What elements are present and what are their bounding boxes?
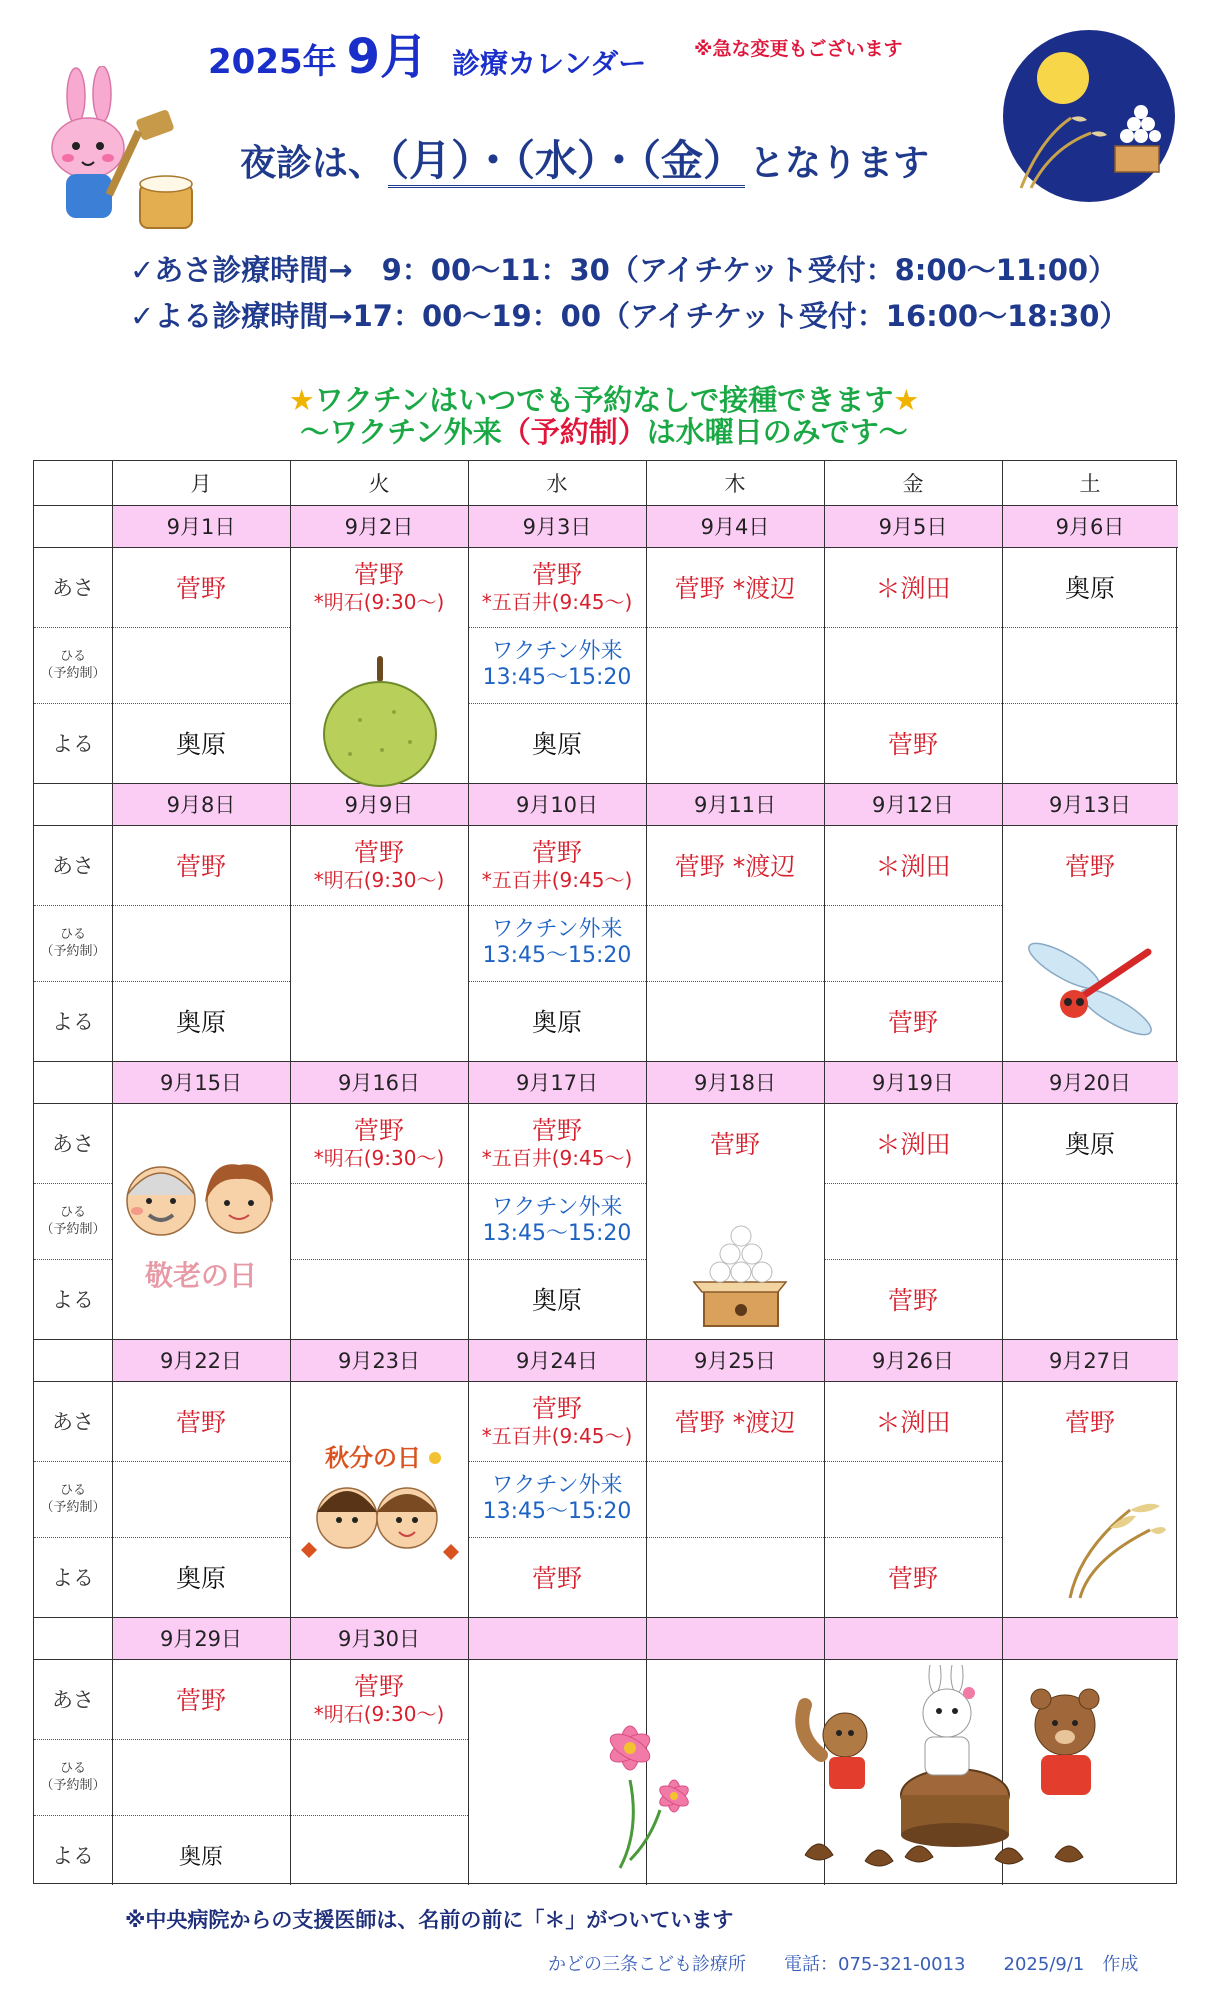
change-notice: ※急な変更もございます — [694, 38, 903, 60]
clinic-footer — [548, 1950, 1138, 1976]
evening-hours: ✓よる診療時間→17：00〜19：00（アイチケット受付：16:00〜18:30） — [130, 299, 1129, 333]
doctor-name: ＊渕田 — [875, 1408, 951, 1437]
date-cell: 9月26日 — [871, 1349, 955, 1373]
slot-label-noon: ひる （予約制） — [40, 1483, 106, 1515]
date-cell: 9月15日 — [159, 1071, 243, 1095]
doctor-name: 奥原 — [1064, 1130, 1115, 1159]
morning-cell — [290, 825, 468, 905]
slot-label-morning: あさ — [52, 1688, 94, 1712]
shubun-text: 秋分の日 — [325, 1444, 421, 1472]
doctor-name: 菅野 — [1064, 1408, 1115, 1437]
vaccine-line2-c: は水曜日のみです〜 — [646, 415, 908, 449]
evening-cell — [824, 1259, 1002, 1339]
doctor-name: 菅野 *渡辺 — [674, 852, 796, 881]
support-doctor: *五百井(9:45〜) — [481, 868, 633, 892]
evening-cell — [112, 1537, 290, 1617]
doctor-name: 菅野 — [175, 1686, 226, 1715]
morning-cell — [290, 1659, 468, 1739]
date-cell: 9月2日 — [344, 515, 414, 539]
morning-cell — [1002, 825, 1178, 905]
night-suffix: となります — [749, 143, 930, 184]
date-cell: 9月6日 — [1055, 515, 1125, 539]
doctor-name: 菅野 — [175, 852, 226, 881]
evening-cell — [112, 1815, 290, 1895]
keirou-text: 敬老の日 — [144, 1259, 258, 1292]
morning-cell — [468, 1103, 646, 1183]
morning-hours: ✓あさ診療時間→ 9：00〜11：30（アイチケット受付：8:00〜11:00） — [130, 253, 1118, 287]
support-doctor: *明石(9:30〜) — [313, 590, 445, 614]
date-cell: 9月22日 — [159, 1349, 243, 1373]
doctor-name: 菅野 — [531, 1564, 582, 1593]
support-doctor: *明石(9:30〜) — [313, 868, 445, 892]
support-doctor: *五百井(9:45〜) — [481, 590, 633, 614]
doctor-name: 菅野 — [709, 1130, 760, 1159]
date-cell: 9月10日 — [515, 793, 599, 817]
support-doctor: *明石(9:30〜) — [313, 1702, 445, 1726]
date-cell: 9月3日 — [522, 515, 592, 539]
morning-cell — [646, 825, 824, 905]
vaccine-outpatient-cell: ワクチン外来 13:45〜15:20 — [482, 639, 632, 690]
evening-cell — [468, 703, 646, 783]
autumnal-equinox-day-illustration — [295, 1440, 461, 1570]
date-cell: 9月20日 — [1048, 1071, 1132, 1095]
date-cell: 9月24日 — [515, 1349, 599, 1373]
slot-label-morning: あさ — [52, 854, 94, 878]
slot-label-evening: よる — [52, 1010, 94, 1034]
morning-cell — [1002, 547, 1178, 627]
slot-label-evening: よる — [52, 1288, 94, 1312]
moon-dumplings-illustration — [690, 1220, 790, 1330]
date-cell: 9月13日 — [1048, 793, 1132, 817]
date-cell: 9月18日 — [693, 1071, 777, 1095]
weekday-header: 金 — [902, 472, 924, 496]
date-cell: 9月27日 — [1048, 1349, 1132, 1373]
pear-illustration — [320, 650, 440, 790]
title-month: 9月 — [346, 29, 429, 85]
respect-for-aged-day-illustration — [113, 1155, 289, 1305]
morning-cell — [468, 1381, 646, 1461]
date-cell: 9月12日 — [871, 793, 955, 817]
clinic-phone: 電話：075-321-0013 — [784, 1954, 966, 1975]
animals-chestnuts-illustration — [785, 1665, 1125, 1875]
night-days: （月）・（水）・（金） — [388, 136, 745, 188]
rabbit-mochi-illustration — [28, 66, 198, 236]
vaccine-line2-a: 〜ワクチン外来 — [300, 415, 502, 449]
doctor-name: ＊渕田 — [875, 574, 951, 603]
support-doctor-note: ※中央病院からの支援医師は、名前の前に「＊」がついています — [125, 1908, 734, 1932]
weekday-header: 土 — [1079, 472, 1101, 496]
doctor-name: 奥原 — [175, 1564, 226, 1593]
dragonfly-illustration — [1018, 930, 1166, 1040]
doctor-name: 菅野 — [353, 838, 404, 867]
slot-label-evening: よる — [52, 732, 94, 756]
support-doctor: *五百井(9:45〜) — [481, 1424, 633, 1448]
vaccine-line2-reservation: （予約制） — [501, 415, 647, 449]
slot-label-noon: ひる （予約制） — [40, 1205, 106, 1237]
morning-cell — [112, 1381, 290, 1461]
morning-cell — [1002, 1103, 1178, 1183]
star-icon: ★ — [893, 383, 920, 417]
morning-cell — [468, 825, 646, 905]
vaccine-outpatient-cell: ワクチン外来 13:45〜15:20 — [482, 1473, 632, 1524]
doctor-name: 菅野 — [353, 1672, 404, 1701]
star-icon: ★ — [288, 383, 315, 417]
vaccine-notice-line2 — [0, 410, 1208, 451]
title-year: 2025年 — [208, 42, 337, 82]
date-cell: 9月11日 — [693, 793, 777, 817]
slot-label-noon: ひる （予約制） — [40, 649, 106, 681]
doctor-name: 菅野 — [353, 1116, 404, 1145]
evening-cell — [468, 981, 646, 1061]
created-date: 2025/9/1 作成 — [1003, 1954, 1139, 1975]
weekday-header: 水 — [546, 472, 568, 496]
date-cell: 9月23日 — [337, 1349, 421, 1373]
doctor-name: 菅野 — [353, 560, 404, 589]
date-cell: 9月19日 — [871, 1071, 955, 1095]
date-cell: 9月17日 — [515, 1071, 599, 1095]
doctor-name: 菅野 — [531, 1116, 582, 1145]
evening-cell — [468, 1259, 646, 1339]
doctor-name: 菅野 *渡辺 — [674, 1408, 796, 1437]
morning-cell — [646, 1103, 824, 1183]
slot-label-evening: よる — [52, 1844, 94, 1868]
morning-cell — [646, 547, 824, 627]
morning-cell — [1002, 1381, 1178, 1461]
doctor-name: 奥原 — [175, 1008, 226, 1037]
date-cell: 9月16日 — [337, 1071, 421, 1095]
title-calendar: 診療カレンダー — [452, 47, 647, 80]
date-cell: 9月30日 — [337, 1627, 421, 1651]
support-doctor: *明石(9:30〜) — [313, 1146, 445, 1170]
slot-label-morning: あさ — [52, 576, 94, 600]
support-doctor: *五百井(9:45〜) — [481, 1146, 633, 1170]
pampas-grass-illustration — [1050, 1490, 1166, 1600]
morning-cell — [112, 547, 290, 627]
date-cell: 9月8日 — [166, 793, 236, 817]
doctor-name: 菅野 — [887, 1564, 938, 1593]
night-prefix: 夜診は、 — [240, 143, 385, 184]
doctor-name: 菅野 — [887, 1008, 938, 1037]
moon-viewing-illustration — [1001, 28, 1177, 204]
evening-cell — [112, 703, 290, 783]
doctor-name: ＊渕田 — [875, 852, 951, 881]
weekday-header: 木 — [724, 472, 746, 496]
page-title — [208, 18, 646, 87]
doctor-name: 菅野 *渡辺 — [674, 574, 796, 603]
slot-label-noon: ひる （予約制） — [40, 1761, 106, 1793]
doctor-name: ＊渕田 — [875, 1130, 951, 1159]
morning-cell — [112, 825, 290, 905]
night-clinic-notice — [240, 128, 929, 188]
morning-cell — [824, 825, 1002, 905]
date-cell — [1002, 1617, 1178, 1659]
slot-label-morning: あさ — [52, 1132, 94, 1156]
date-cell — [824, 1617, 1002, 1659]
evening-cell — [824, 981, 1002, 1061]
date-cell: 9月29日 — [159, 1627, 243, 1651]
date-cell: 9月25日 — [693, 1349, 777, 1373]
evening-cell — [112, 981, 290, 1061]
morning-cell — [824, 547, 1002, 627]
doctor-name: 奥原 — [1064, 574, 1115, 603]
doctor-name: 菅野 — [887, 1286, 938, 1315]
date-cell — [468, 1617, 646, 1659]
slot-label-noon: ひる （予約制） — [40, 927, 106, 959]
slot-label-evening: よる — [52, 1566, 94, 1590]
evening-cell — [468, 1537, 646, 1617]
morning-cell — [112, 1659, 290, 1739]
date-cell: 9月1日 — [166, 515, 236, 539]
doctor-name: 奥原 — [178, 1844, 223, 1870]
doctor-name: 菅野 — [1064, 852, 1115, 881]
vaccine-outpatient-cell: ワクチン外来 13:45〜15:20 — [482, 1195, 632, 1246]
weekday-header: 月 — [190, 472, 212, 496]
evening-cell — [824, 703, 1002, 783]
date-cell: 9月9日 — [344, 793, 414, 817]
date-cell: 9月5日 — [878, 515, 948, 539]
doctor-name: 菅野 — [175, 1408, 226, 1437]
date-cell — [646, 1617, 824, 1659]
date-cell: 9月4日 — [700, 515, 770, 539]
morning-cell — [824, 1381, 1002, 1461]
doctor-name: 菅野 — [531, 560, 582, 589]
morning-cell — [468, 547, 646, 627]
morning-cell — [824, 1103, 1002, 1183]
slot-label-morning: あさ — [52, 1410, 94, 1434]
doctor-name: 奥原 — [531, 1008, 582, 1037]
doctor-name: 菅野 — [531, 1394, 582, 1423]
doctor-name: 菅野 — [531, 838, 582, 867]
morning-cell — [290, 1103, 468, 1183]
doctor-name: 菅野 — [175, 574, 226, 603]
doctor-name: 奥原 — [531, 730, 582, 759]
weekday-header: 火 — [368, 472, 390, 496]
doctor-name: 奥原 — [175, 730, 226, 759]
doctor-name: 菅野 — [887, 730, 938, 759]
vaccine-line1-text: ワクチンはいつでも予約なしで接種できます — [314, 383, 894, 417]
doctor-name: 奥原 — [531, 1286, 582, 1315]
clinic-name: かどの三条こども診療所 — [548, 1954, 746, 1975]
evening-cell — [824, 1537, 1002, 1617]
morning-cell — [290, 547, 468, 627]
vaccine-outpatient-cell: ワクチン外来 13:45〜15:20 — [482, 917, 632, 968]
cosmos-flower-illustration — [570, 1700, 710, 1870]
morning-cell — [646, 1381, 824, 1461]
